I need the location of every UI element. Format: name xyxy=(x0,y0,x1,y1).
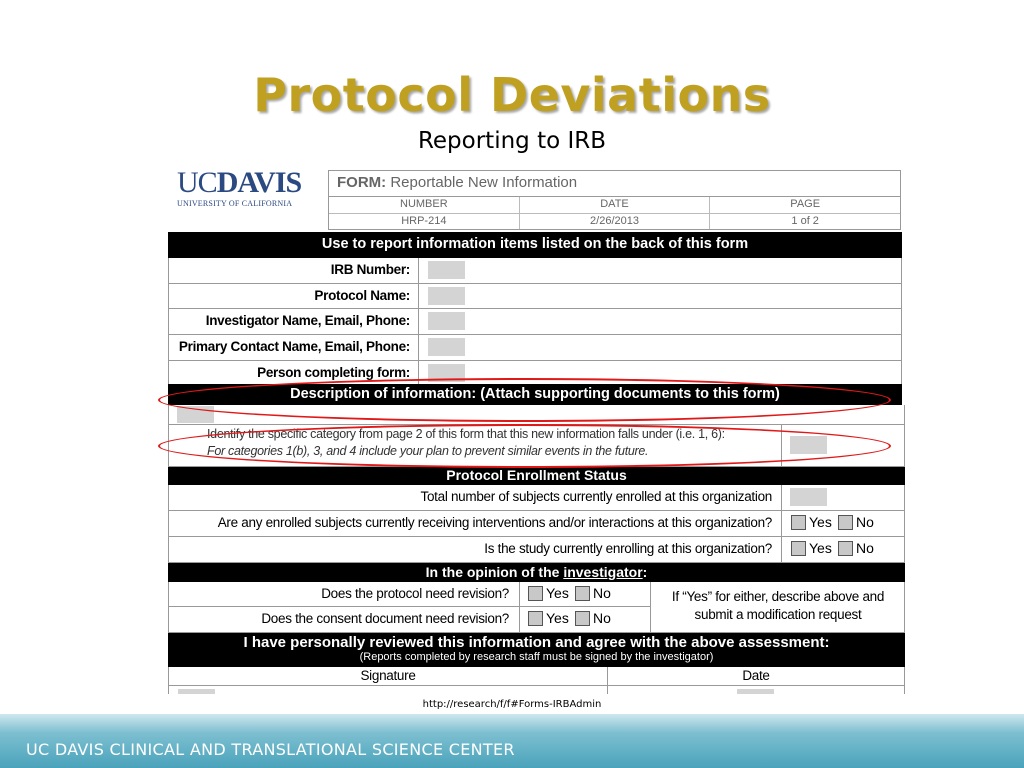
yes-label: Yes xyxy=(809,540,832,556)
slide-subtitle: Reporting to IRB xyxy=(417,128,607,154)
meta-value-page: 1 of 2 xyxy=(791,215,819,227)
opinion-q1-label: Does the protocol need revision? xyxy=(321,586,509,601)
form-header xyxy=(328,170,901,230)
no-label: No xyxy=(593,610,611,626)
checkbox-icon xyxy=(528,611,543,626)
enrollment-total-input[interactable] xyxy=(790,488,827,506)
opinion-note-line1: If “Yes” for either, describe above and xyxy=(671,589,885,604)
opinion-header-prefix: In the opinion of the xyxy=(425,564,564,580)
field-label-investigator: Investigator Name, Email, Phone: xyxy=(205,313,410,328)
opinion-q2-yes[interactable] xyxy=(528,610,569,626)
enrollment-total-row xyxy=(168,485,905,511)
enrollment-q1-no[interactable] xyxy=(838,514,874,530)
opinion-block xyxy=(168,582,905,633)
enrollment-q1-label: Are any enrolled subjects currently receiving interventions and/or interactions at this organization? xyxy=(217,515,772,530)
section-header-enrollment: Protocol Enrollment Status xyxy=(168,467,905,485)
no-label: No xyxy=(856,540,874,556)
opinion-q1-yes[interactable] xyxy=(528,585,569,601)
logo-uc: UC xyxy=(177,166,217,199)
section-header-report: Use to report information items listed on the back of this form xyxy=(168,232,902,258)
highlight-circle-category xyxy=(158,424,891,468)
section-header-signoff xyxy=(168,633,905,667)
section-header-opinion xyxy=(168,563,905,582)
opinion-note-line2: submit a modification request xyxy=(694,607,862,622)
checkbox-icon xyxy=(575,611,590,626)
enrollment-q1-yes[interactable] xyxy=(791,514,832,530)
checkbox-icon xyxy=(791,541,806,556)
protocol-name-input[interactable] xyxy=(428,287,465,305)
signoff-header: I have personally reviewed this information and agree with the above assessment: xyxy=(243,634,830,651)
form-meta-headers xyxy=(329,197,900,213)
enrollment-q2-row xyxy=(168,537,905,563)
checkbox-icon xyxy=(838,541,853,556)
enrollment-q2-no[interactable] xyxy=(838,540,874,556)
field-label-primary-contact: Primary Contact Name, Email, Phone: xyxy=(178,339,410,354)
slide-title: Protocol Deviations xyxy=(253,68,771,122)
source-url[interactable]: http://research/f/f#Forms-IRBAdmin xyxy=(422,699,602,710)
yes-label: Yes xyxy=(809,514,832,530)
opinion-q2-label: Does the consent document need revision? xyxy=(261,611,509,626)
yes-label: Yes xyxy=(546,610,569,626)
opinion-header-suffix: : xyxy=(642,564,648,580)
footer-band xyxy=(0,714,1024,768)
checkbox-icon xyxy=(791,515,806,530)
meta-value-number: HRP-214 xyxy=(329,214,520,229)
logo-subtitle: UNIVERSITY OF CALIFORNIA xyxy=(177,199,293,208)
signature-row xyxy=(168,667,905,694)
field-row-irb-number xyxy=(168,258,902,284)
date-input[interactable] xyxy=(737,689,774,694)
enrollment-q2-label: Is the study currently enrolling at this organization? xyxy=(484,541,772,556)
date-label: Date xyxy=(742,668,770,683)
enrollment-q1-row xyxy=(168,511,905,537)
category-instruction: Identify the specific category from page 2 of this form that this new information falls under (i.e. 1, 6): xyxy=(207,427,725,441)
irb-number-input[interactable] xyxy=(428,261,465,279)
investigator-input[interactable] xyxy=(428,312,465,330)
no-label: No xyxy=(593,585,611,601)
signature-label: Signature xyxy=(360,668,416,683)
meta-header-date: DATE xyxy=(520,197,711,213)
footer-text: UC DAVIS CLINICAL AND TRANSLATIONAL SCIENCE CENTER xyxy=(26,740,515,759)
opinion-q1-no[interactable] xyxy=(575,585,611,601)
category-note: For categories 1(b), 3, and 4 include your plan to prevent similar events in the future. xyxy=(207,444,649,458)
form-name xyxy=(329,171,900,197)
checkbox-icon xyxy=(575,586,590,601)
no-label: No xyxy=(856,514,874,530)
yes-label: Yes xyxy=(546,585,569,601)
signature-input[interactable] xyxy=(178,689,215,694)
highlight-circle-description xyxy=(158,378,891,422)
checkbox-icon xyxy=(528,586,543,601)
checkbox-icon xyxy=(838,515,853,530)
form-title: Reportable New Information xyxy=(390,174,578,191)
ucdavis-logo xyxy=(177,168,325,210)
opinion-header-underlined: investigator xyxy=(563,564,643,580)
field-label-protocol-name: Protocol Name: xyxy=(314,288,410,303)
primary-contact-input[interactable] xyxy=(428,338,465,356)
logo-davis: DAVIS xyxy=(216,166,302,199)
opinion-q2-no[interactable] xyxy=(575,610,611,626)
section-header-description: Description of information: (Attach supporting documents to this form) xyxy=(168,384,902,405)
form-meta-values xyxy=(329,213,900,229)
meta-header-number: NUMBER xyxy=(329,197,520,213)
signoff-subheader: (Reports completed by research staff must be signed by the investigator) xyxy=(359,651,714,663)
form-prefix: FORM: xyxy=(337,174,387,191)
field-row-protocol-name xyxy=(168,284,902,309)
field-row-investigator xyxy=(168,309,902,335)
enrollment-total-label: Total number of subjects currently enrolled at this organization xyxy=(420,489,772,504)
meta-header-page: PAGE xyxy=(790,198,821,210)
field-row-primary-contact xyxy=(168,335,902,361)
meta-value-date: 2/26/2013 xyxy=(520,214,711,229)
enrollment-q2-yes[interactable] xyxy=(791,540,832,556)
field-label-irb-number: IRB Number: xyxy=(330,262,410,277)
field-label-person-completing: Person completing form: xyxy=(257,365,410,380)
